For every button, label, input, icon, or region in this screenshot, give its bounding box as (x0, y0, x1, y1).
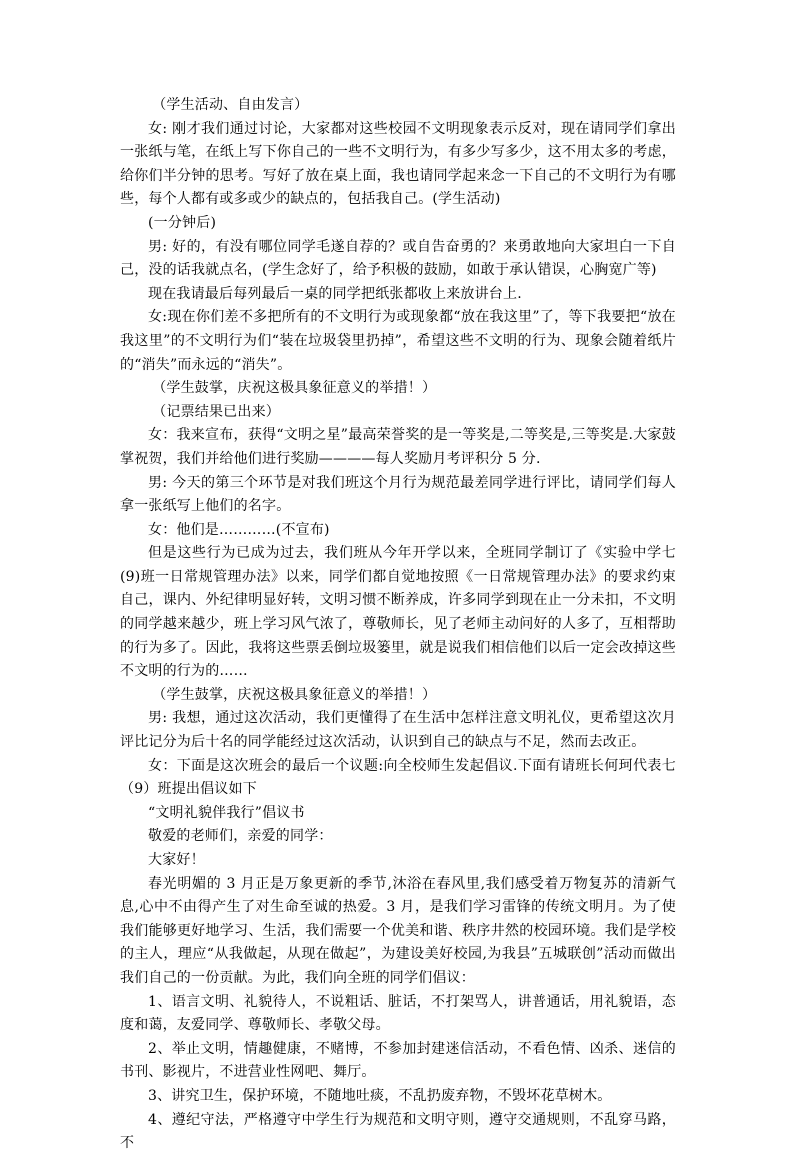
paragraph: 女：下面是这次班会的最后一个议题:向全校师生发起倡议.下面有请班长何珂代表七（9）班提出倡议如下 (120, 757, 676, 798)
paragraph: 男: 好的，有没有哪位同学毛遂自荐的？或自告奋勇的？来勇敢地向大家坦白一下自己，没的话我就点名，(学生念好了，给予积极的鼓励，如敢于承认错误，心胸宽广等) (120, 238, 676, 279)
paragraph: 女：我来宣布，获得“文明之星”最高荣誉奖的是一等奖是,二等奖是,三等奖是.大家鼓掌祝贺，我们并给他们进行奖励————每人奖励月考评积分 5 分. (120, 427, 676, 467)
paragraph: 女：他们是…………(不宣布) (148, 521, 330, 538)
paragraph: （记票结果已出来） (152, 403, 280, 420)
paragraph: （学生鼓掌，庆祝这极具象征意义的举措！） (152, 686, 437, 703)
paragraph: 女:现在你们差不多把所有的不文明行为或现象都“放在我这里”了，等下我要把“放在我这里”的不文明行为们“装在垃圾袋里扔掉”，希望这些不文明的行为、现象会随着纸片的“消失”而永远的“消失”。 (120, 309, 676, 373)
paragraph: 1、语言文明、礼貌待人，不说粗话、脏话，不打架骂人，讲普通话，用礼貌语，态度和蔼，友爱同学、尊敬师长、孝敬父母。 (120, 993, 676, 1034)
paragraph: 2、举止文明，情趣健康，不赌博，不参加封建迷信活动，不看色情、凶杀、迷信的书刊、影视片，不进营业性网吧、舞厅。 (120, 1040, 676, 1081)
paragraph: 4、遵纪守法，严格遵守中学生行为规范和文明守则，遵守交通规则，不乱穿马路，不 (120, 1111, 676, 1152)
paragraph: 男: 今天的第三个环节是对我们班这个月行为规范最差同学进行评比，请同学们每人拿一张纸写上他们的名字。 (120, 474, 676, 515)
paragraph: 3、讲究卫生，保护环境，不随地吐痰，不乱扔废弃物，不毁坏花草树木。 (148, 1087, 612, 1104)
paragraph: 现在我请最后每列最后一桌的同学把纸张都收上来放讲台上. (148, 285, 522, 302)
paragraph: （学生鼓掌，庆祝这极具象征意义的举措！） (152, 380, 437, 397)
paragraph: 女: 刚才我们通过讨论，大家都对这些校园不文明现象表示反对，现在请同学们拿出一张纸与笔，在纸上写下你自己的一些不文明行为，有多少写多少，这不用太多的考虑，给你们半分钟的思考。写好了放在桌上面，我也请同学起来念一下自己的不文明行为有哪些，每个人都有或多或少的缺点的，包括我自己。(学生活动) (120, 120, 676, 208)
paragraph: （学生活动、自由发言） (152, 97, 309, 113)
document-body (120, 94, 676, 1156)
paragraph: 男: 我想，通过这次活动，我们更懂得了在生活中怎样注意文明礼仪，更希望这次月评比记分为后十名的同学能经过这次活动，认识到自己的缺点与不足，然而去改正。 (120, 710, 676, 751)
paragraph: (一分钟后) (148, 214, 217, 231)
paragraph: 但是这些行为已成为过去，我们班从今年开学以来，全班同学制订了《实验中学七(9)班一日常规管理办法》以来，同学们都自觉地按照《一日常规管理办法》的要求约束自己，课内、外纪律明显好转，文明习惯不断养成，许多同学到现在止一分未扣，不文明的同学越来越少，班上学习风气浓了，尊敬师长，见了老师主动问好的人多了，互相帮助的行为多了。因此，我将这些票丢倒垃圾篓里，就是说我们相信他们以后一定会改掉这些不文明的行为的…… (120, 545, 676, 680)
paragraph: 春光明媚的 3 月正是万象更新的季节,沐浴在春风里,我们感受着万物复苏的清新气息,心中不由得产生了对生命至诚的热爱。3 月，是我们学习雷锋的传统文明月。为了使我们能够更好地学习、生活，我们需要一个优美和谐、秩序井然的校园环境。我们是学校的主人，理应“从我做起，从现在做起”，为建设美好校园,为我县”五城联创”活动而做出我们自己的一份贡献。为此，我们向全班的同学们倡议： (120, 875, 676, 986)
paragraph: 大家好！ (148, 852, 205, 868)
paragraph: “文明礼貌伴我行”倡议书 (148, 804, 305, 821)
paragraph: 敬爱的老师们，亲爱的同学： (148, 828, 333, 845)
